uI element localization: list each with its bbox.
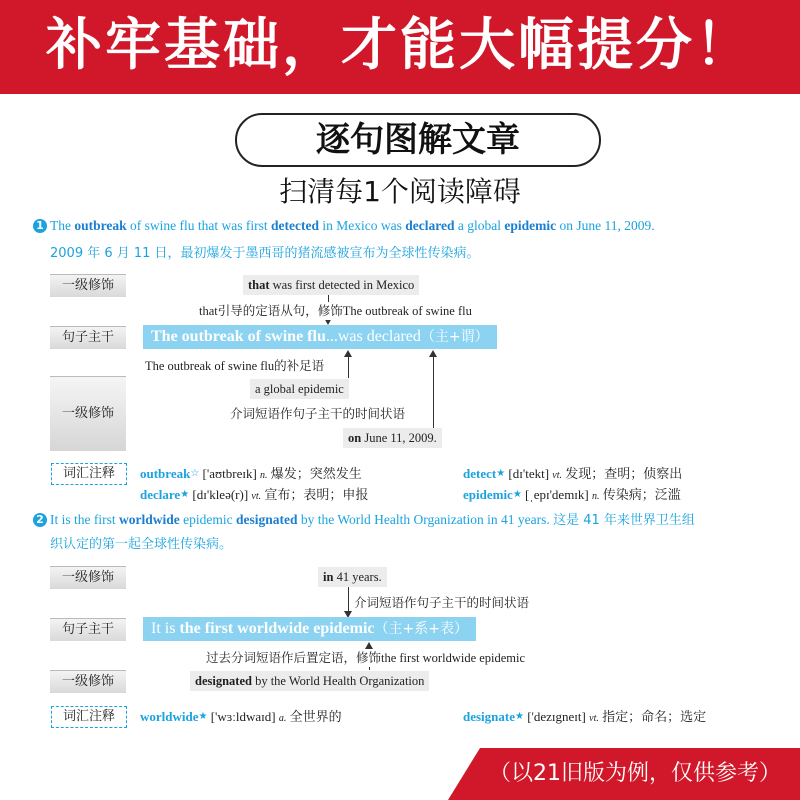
vocab-entry [463,707,706,729]
vocab-meaning: 全世界的 [289,709,342,724]
s2-keyword: designated [235,512,298,527]
s2-main-tag: （主+系+表） [374,621,468,637]
vocab-word: declare [140,487,181,502]
subtitle: 扫清每1个阅读障碍 [279,175,521,208]
s2-attr-box [190,671,429,691]
s2-attr-rest: by the World Health Organization [251,674,425,688]
s2-text: It is the first [50,512,119,527]
s2-attr-note: 过去分词短语作后置定语，修饰the first worldwide epidemic [206,651,526,665]
main-tag: （主+谓） [420,329,489,345]
main-predicate: ...was declared [325,328,421,345]
vocab-pos: n. [592,491,600,502]
star-icon: ★ [496,468,506,479]
vocab-meaning: 宣布；表明；申报 [264,487,369,502]
vocab-word: epidemic [463,487,513,502]
star-icon: ★ [512,489,522,500]
star-icon: ★ [180,489,190,500]
s2-attr-head: designated [195,674,252,688]
vocab-meaning: 爆发；突然发生 [270,466,362,481]
sentence-1-english [50,215,780,237]
label-main-trunk: 句子主干 [50,326,126,349]
main-trunk-bar [143,325,497,349]
vocab-pos: a. [278,713,287,724]
label-vocab-2: 词汇注释 [51,706,127,728]
s1-keyword: epidemic [504,218,557,233]
vocab-meaning: 传染病；泛滥 [602,487,681,502]
label-main-trunk-2: 句子主干 [50,618,126,641]
section-title: 逐句图解文章 [316,120,520,160]
s2-keyword: worldwide [119,512,180,527]
vocab-phonetic: ['dezɪgneɪt] [527,709,586,724]
label-vocab: 词汇注释 [51,463,127,485]
vocab-phonetic: [dɪ'kleə(r)] [192,487,249,502]
label-first-modifier: 一级修饰 [50,274,126,297]
s2-time-note: 介词短语作句子主干的时间状语 [354,596,530,610]
star-icon: ★ [515,711,524,722]
s1-text: The [50,218,75,233]
label-first-modifier-2: 一级修饰 [50,376,126,451]
vocab-pos: vt. [552,470,562,481]
star-icon: ☆ [190,468,200,479]
s1-keyword: declared [405,218,455,233]
vocab-meaning: 发现；查明；侦察出 [565,466,683,481]
vocab-entry [140,485,368,507]
clause-box [243,275,419,295]
label-first-modifier-3: 一级修饰 [50,566,126,589]
vocab-phonetic: [dɪ'tekt] [508,466,550,481]
s2-text: epidemic [179,512,236,527]
clause-rest: was first detected in Mexico [269,278,415,292]
time-box [343,428,442,448]
vocab-pos: n. [260,470,268,481]
vocab-pos: vt. [251,491,262,502]
s2-main-predicative: the first worldwide epidemic [179,620,375,637]
star-icon: ★ [198,711,208,722]
vocab-phonetic: ['wɜːldwaɪd] [210,709,276,724]
time-note: 介词短语作句子主干的时间状语 [230,407,406,421]
time-rest: June 11, 2009. [361,431,437,445]
vocab-pos: vt. [589,713,599,724]
vocab-entry [140,707,342,729]
s2-time-head: in [323,570,334,584]
sentence-2-number: 2 [33,513,47,527]
s1-text: of swine flu that was first [126,218,271,233]
complement-box: a global epidemic [250,379,349,399]
label-first-modifier-4: 一级修饰 [50,670,126,693]
main-subject: The outbreak of swine flu [151,328,326,345]
sentence-1-chinese: 2009 年 6 月 11 日，最初爆发于墨西哥的猪流感被宣布为全球性传染病。 [50,246,480,261]
time-head: on [348,431,362,445]
connector-line [348,587,349,613]
clause-note: that引导的定语从句，修饰The outbreak of swine flu [199,304,472,318]
s2-time-box [318,567,387,587]
vocab-meaning: 指定；命名；选定 [602,709,707,724]
vocab-word: worldwide [140,709,199,724]
s1-text: a global [454,218,505,233]
s1-keyword: detected [271,218,319,233]
vocab-word: outbreak [140,466,191,481]
clause-head: that [248,278,270,292]
s1-text: in Mexico was [318,218,406,233]
s2-time-rest: 41 years. [333,570,382,584]
s1-keyword: outbreak [74,218,127,233]
connector-line [433,356,434,428]
banner-title: 补牢基础，才能大幅提分！ [46,13,754,78]
sentence-2-english [50,509,790,532]
s2-text: by the World Health Organization in 41 years. [297,512,554,527]
vocab-word: detect [463,466,497,481]
sentence-2-chinese: 织认定的第一起全球性传染病。 [50,537,233,552]
sentence-1-number: 1 [33,219,47,233]
s2-chinese-start: 这是 41 年来世界卫生组 [553,513,695,528]
s2-main-subject: It is [151,620,180,637]
vocab-entry [140,464,362,486]
vocab-word: designate [463,709,515,724]
vocab-phonetic: ['aʊtbreɪk] [202,466,257,481]
s2-main-trunk-bar [143,617,476,641]
connector-line [348,356,349,378]
vocab-phonetic: [ˌepɪ'demɪk] [525,487,589,502]
vocab-entry [463,485,681,507]
footer-note: （以21旧版为例，仅供参考） [489,761,781,786]
complement-note: The outbreak of swine flu的补足语 [145,359,325,373]
vocab-entry [463,464,682,486]
s1-text: on June 11, 2009. [556,218,655,233]
